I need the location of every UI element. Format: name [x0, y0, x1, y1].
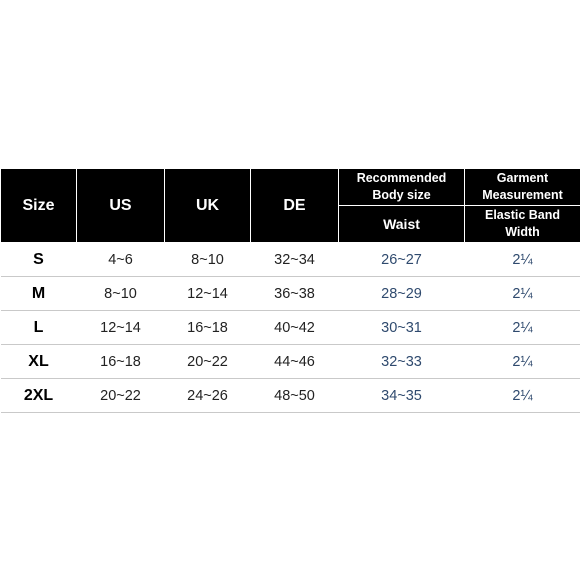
cell-us: 8~10 — [77, 277, 165, 311]
cell-waist: 28~29 — [339, 277, 465, 311]
table-row — [1, 243, 580, 277]
header-elastic-band-width — [465, 206, 580, 243]
cell-uk: 12~14 — [165, 277, 251, 311]
cell-size: XL — [1, 345, 77, 379]
header-de: DE — [251, 169, 339, 243]
cell-de: 40~42 — [251, 311, 339, 345]
cell-waist: 32~33 — [339, 345, 465, 379]
cell-de: 44~46 — [251, 345, 339, 379]
cell-uk: 16~18 — [165, 311, 251, 345]
header-band-line1: Elastic Band — [484, 208, 561, 222]
cell-de: 32~34 — [251, 243, 339, 277]
cell-band-width: 2¼ — [465, 379, 580, 413]
cell-band-width: 2¼ — [465, 311, 580, 345]
size-chart-header — [1, 169, 580, 243]
table-row — [1, 311, 580, 345]
header-recommended-body-size — [339, 169, 465, 206]
cell-size: M — [1, 277, 77, 311]
header-uk: UK — [165, 169, 251, 243]
header-recommended-line1: Recommended — [356, 171, 447, 185]
table-row — [1, 379, 580, 413]
header-recommended-line2: Body size — [372, 188, 431, 202]
cell-us: 16~18 — [77, 345, 165, 379]
header-size: Size — [1, 169, 77, 243]
cell-de: 36~38 — [251, 277, 339, 311]
cell-de: 48~50 — [251, 379, 339, 413]
cell-uk: 8~10 — [165, 243, 251, 277]
cell-size: L — [1, 311, 77, 345]
header-band-line2: Width — [505, 225, 540, 239]
cell-size: 2XL — [1, 379, 77, 413]
cell-size: S — [1, 243, 77, 277]
cell-us: 20~22 — [77, 379, 165, 413]
header-garment-line2: Measurement — [482, 188, 563, 202]
size-chart-table — [0, 168, 580, 413]
cell-band-width: 2¼ — [465, 243, 580, 277]
cell-us: 4~6 — [77, 243, 165, 277]
header-waist: Waist — [339, 206, 465, 243]
cell-band-width: 2¼ — [465, 345, 580, 379]
cell-uk: 20~22 — [165, 345, 251, 379]
header-garment-line1: Garment — [496, 171, 549, 185]
cell-waist: 30~31 — [339, 311, 465, 345]
table-row — [1, 277, 580, 311]
cell-uk: 24~26 — [165, 379, 251, 413]
cell-waist: 26~27 — [339, 243, 465, 277]
cell-us: 12~14 — [77, 311, 165, 345]
cell-band-width: 2¼ — [465, 277, 580, 311]
header-us: US — [77, 169, 165, 243]
cell-waist: 34~35 — [339, 379, 465, 413]
header-garment-measurement — [465, 169, 580, 206]
table-row — [1, 345, 580, 379]
size-chart-body — [1, 243, 580, 413]
